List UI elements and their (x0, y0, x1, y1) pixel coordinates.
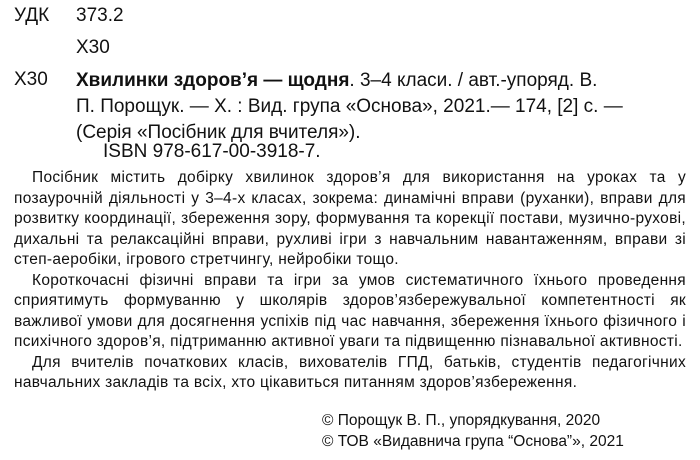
copyright-block (322, 410, 624, 452)
record-line-1-rest: . 3–4 класи. / авт.-упоряд. В. (349, 70, 598, 91)
annotation (14, 168, 686, 394)
annotation-paragraph: Для вчителів початкових класів, вихователів ГПД, батьків, студентів педагогічних навчальних закладів та всіх, хто цікавиться питанням здоров’язбереження. (14, 353, 686, 391)
copyright-line: © Порощук В. П., упорядкування, 2020 (322, 412, 601, 429)
isbn: ISBN 978-617-00-3918-7. (103, 141, 321, 162)
book-title: Хвилинки здоров’я — щодня (76, 70, 350, 91)
bibliographic-record (76, 68, 676, 146)
entry-author-sign: Х30 (14, 69, 48, 90)
annotation-paragraph: Посібник містить добірку хвилинок здоров’я для використання на уроках та у позаурочній діяльності у 3–4-х класах, зокрема: динамічні вправи (руханки), вправи для розвитку координації, збереження зору, формування та корекції постави, музично-рухові, дихальні та релаксаційні вправи, рухливі ігри з навчальним навантаженням, вправи зі степ-аеробіки, ігрового стретчингу, нейробіки тощо. (14, 169, 686, 268)
record-line-3: (Серія «Посібник для вчителя»). (76, 122, 361, 143)
udk-code: 373.2 (76, 5, 124, 26)
annotation-paragraph: Короткочасні фізичні вправи та ігри за умов систематичного їхнього проведення сприятимуть формуванню у школярів здоров’язбережувальної компетентності як важливої умови для досягнення успіхів під час навчання, збереження їхнього фізичного і психічного здоров’я, підтриманню активної уваги та підвищенню пізнавальної активності. (14, 271, 686, 350)
record-line-2: П. Порощук. — Х. : Вид. група «Основа», 2021.— 174, [2] с. — (76, 96, 623, 117)
udk-label: УДК (14, 5, 50, 26)
udk-line (14, 4, 124, 28)
copyright-line: © ТОВ «Видавнича група “Основа”», 2021 (322, 433, 624, 450)
author-sign: Х30 (76, 37, 110, 58)
